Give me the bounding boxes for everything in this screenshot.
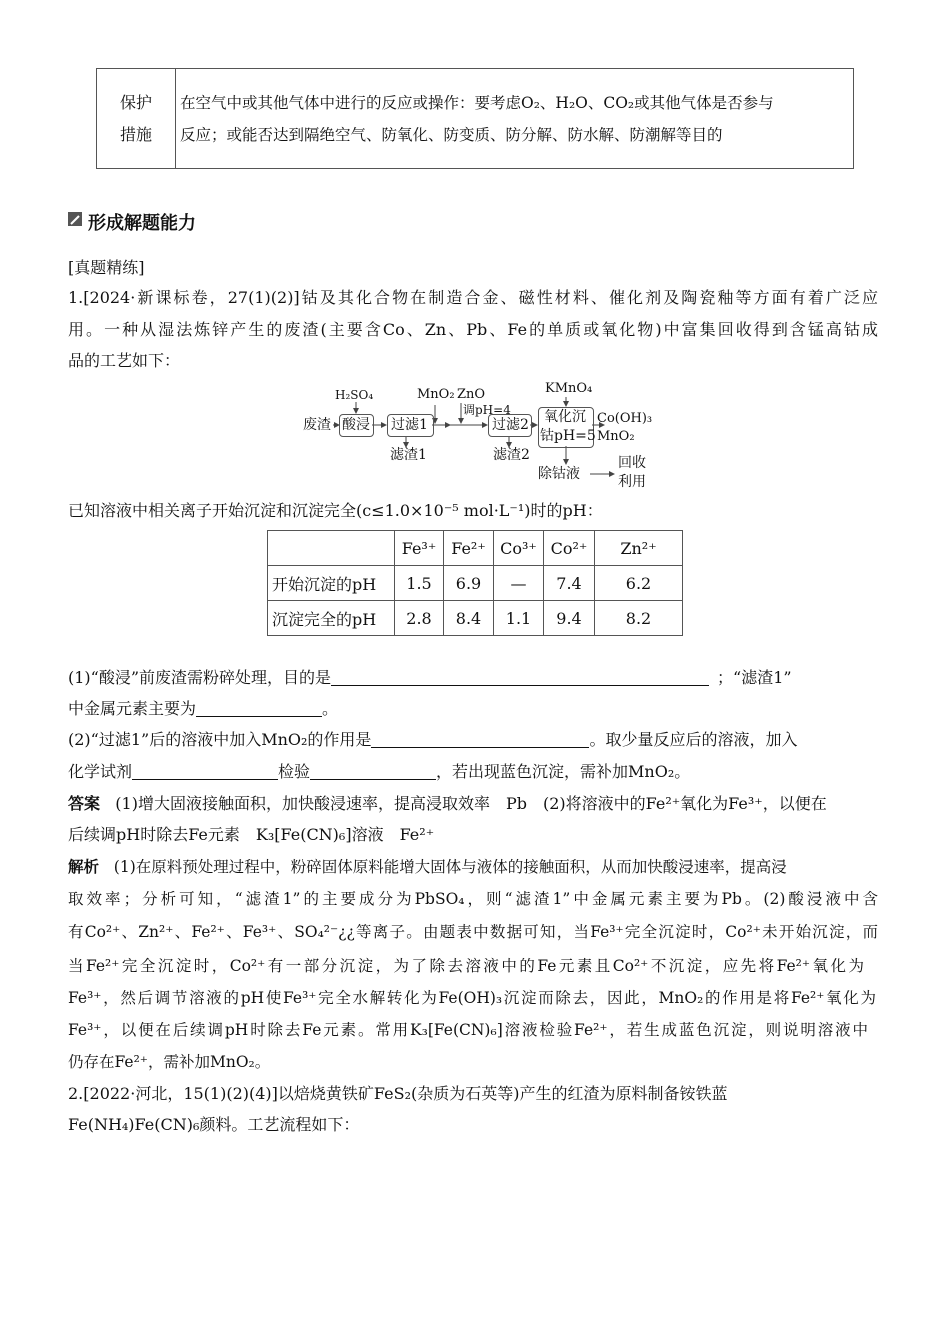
table-label-cell — [97, 69, 176, 169]
residue-label: 滤渣1 — [390, 447, 427, 463]
step-label: 过滤2 — [492, 417, 529, 433]
step-box — [488, 414, 532, 437]
step-box — [339, 414, 374, 437]
step-label: 酸浸 — [342, 417, 370, 433]
answer-blank[interactable] — [331, 669, 709, 686]
question-2-text: Fe(NH₄)Fe(CN)₆颜料。工艺流程如下： — [68, 1115, 360, 1134]
analysis-label: 解析 — [68, 858, 100, 876]
known-conditions: 已知溶液中相关离子开始沉淀和沉淀完全(c≤1.0×10⁻⁵ mol·L⁻¹)时的pH： — [68, 501, 603, 520]
recycle-label: 回收 — [618, 455, 646, 471]
answer-text: 后续调pH时除去Fe元素 K₃[Fe(CN)₆]溶液 Fe²⁺ — [68, 825, 435, 844]
label-line: 保护 — [119, 93, 152, 112]
analysis-text: (1)在原料预处理过程中，粉碎固体原料能增大固体与液体的接触面积，从而加快酸浸速率，提高浸 — [113, 858, 787, 876]
table-header-row — [268, 531, 683, 566]
content-line: 在空气中或其他气体中进行的反应或操作：要考虑O₂、H₂O、CO₂或其他气体是否参与 — [180, 94, 774, 112]
product-label: MnO₂ — [597, 429, 635, 444]
question-text: 。取少量反应后的溶液，加入 — [589, 730, 798, 749]
table-row — [268, 566, 683, 601]
cell: 9.4 — [544, 601, 595, 636]
feed-label: 废渣 — [303, 417, 331, 433]
question-text: 中金属元素主要为 — [68, 699, 197, 718]
analysis-text: Fe³⁺，然后调节溶液的pH使Fe³⁺完全水解转化为Fe(OH)₃沉淀而除去，因此，MnO₂的作用是将Fe²⁺氧化为 — [68, 989, 876, 1007]
cell: 8.4 — [444, 601, 494, 636]
condition-label: 调pH=4 — [463, 403, 511, 417]
row-label: 沉淀完全的pH — [268, 601, 395, 636]
header-cell — [268, 531, 395, 566]
row-label: 开始沉淀的pH — [268, 566, 395, 601]
subquestion-2-cont — [68, 762, 878, 782]
step-label: 过滤1 — [391, 417, 428, 433]
content-line: 反应；或能否达到隔绝空气、防氧化、防变质、防分解、防水解、防潮解等目的 — [180, 126, 723, 144]
question-text: 检验 — [278, 762, 311, 781]
subsection-label: [真题精练] — [68, 258, 145, 277]
cell: 7.4 — [544, 566, 595, 601]
cell: 6.9 — [444, 566, 494, 601]
reagent-label: ZnO — [457, 387, 486, 402]
answer-blank[interactable] — [196, 700, 322, 717]
analysis-text: 当Fe²⁺完全沉淀时，Co²⁺有一部分沉淀，为了除去溶液中的Fe元素且Co²⁺不沉淀，应先将Fe²⁺氧化为 — [68, 957, 864, 975]
reagent-label: MnO₂ — [417, 387, 455, 402]
question-text: 1.[2024·新课标卷，27(1)(2)]钴及其化合物在制造合金、磁性材料、催化剂及陶瓷釉等方面有着广泛应 — [68, 288, 878, 307]
cell: 6.2 — [595, 566, 683, 601]
question-text: 。 — [322, 699, 339, 718]
reagent-label: H₂SO₄ — [335, 388, 374, 402]
section-marker-icon — [68, 212, 82, 226]
question-text: ，若出现蓝色沉淀，需补加MnO₂。 — [436, 762, 691, 781]
answer-label: 答案 — [68, 794, 101, 813]
cell: 1.1 — [494, 601, 544, 636]
ion-ph-table — [267, 530, 683, 636]
question-text: 用。一种从湿法炼锌产生的废渣(主要含Co、Zn、Pb、Fe的单质或氧化物)中富集回收得到含锰高钴成 — [68, 320, 878, 339]
section-heading: 形成解题能力 — [88, 213, 196, 234]
table-content-cell — [176, 69, 854, 169]
residue-label: 滤渣2 — [493, 447, 530, 463]
table-row — [268, 601, 683, 636]
header-cell: Fe²⁺ — [444, 531, 494, 566]
answer-blank[interactable] — [310, 763, 436, 780]
answer-blank[interactable] — [132, 763, 278, 780]
analysis-text: 仍存在Fe²⁺，需补加MnO₂。 — [68, 1053, 271, 1071]
product-label: Co(OH)₃ — [597, 411, 653, 426]
label-line: 措施 — [119, 125, 152, 144]
header-cell: Zn²⁺ — [595, 531, 683, 566]
answer-line — [68, 794, 878, 814]
cell: 1.5 — [395, 566, 444, 601]
question-text: (1)“酸浸”前废渣需粉碎处理，目的是 — [68, 668, 332, 687]
subquestion-1 — [68, 668, 878, 688]
step-box — [538, 407, 594, 448]
process-flow-diagram — [290, 375, 660, 495]
reagent-label: KMnO₄ — [545, 381, 593, 396]
answer-text: (1)增大固液接触面积，加快酸浸速率，提高浸取效率 Pb (2)将溶液中的Fe²⁺氧化为Fe³⁺，以便在 — [115, 794, 827, 813]
step-label: 钴pH=5 — [540, 428, 596, 444]
cell: 2.8 — [395, 601, 444, 636]
analysis-text: 有Co²⁺、Zn²⁺、Fe²⁺、Fe³⁺、SO₄²⁻¿¿等离子。由题表中数据可知，当Fe³⁺完全沉淀时，Co²⁺未开始沉淀，而 — [68, 923, 878, 941]
step-label: 氧化沉 — [544, 409, 586, 425]
cell: — — [494, 566, 544, 601]
header-cell: Co³⁺ — [494, 531, 544, 566]
header-cell: Co²⁺ — [544, 531, 595, 566]
question-2-text: 2.[2022·河北，15(1)(2)(4)]以焙烧黄铁矿FeS₂(杂质为石英等)产生的红渣为原料制备铵铁蓝 — [68, 1084, 728, 1103]
question-text: 化学试剂 — [68, 762, 133, 781]
recycle-label: 利用 — [618, 474, 646, 490]
question-text: 品的工艺如下： — [68, 351, 181, 370]
analysis-line — [68, 857, 878, 877]
question-text: (2)“过滤1”后的溶液中加入MnO₂的作用是 — [68, 730, 372, 749]
protection-measures-table — [96, 68, 854, 169]
cell: 8.2 — [595, 601, 683, 636]
answer-blank[interactable] — [371, 731, 589, 748]
liquor-label: 除钴液 — [538, 466, 580, 482]
question-text: ；“滤渣1” — [717, 668, 792, 687]
header-cell: Fe³⁺ — [395, 531, 444, 566]
analysis-text: 取效率；分析可知，“滤渣1”的主要成分为PbSO₄，则“滤渣1”中金属元素主要为Pb。(2)酸浸液中含 — [68, 890, 878, 908]
subquestion-2 — [68, 730, 878, 750]
step-box — [387, 414, 434, 437]
analysis-text: Fe³⁺，以便在后续调pH时除去Fe元素。常用K₃[Fe(CN)₆]溶液检验Fe²⁺，若生成蓝色沉淀，则说明溶液中 — [68, 1021, 868, 1039]
subquestion-1-cont — [68, 699, 878, 719]
